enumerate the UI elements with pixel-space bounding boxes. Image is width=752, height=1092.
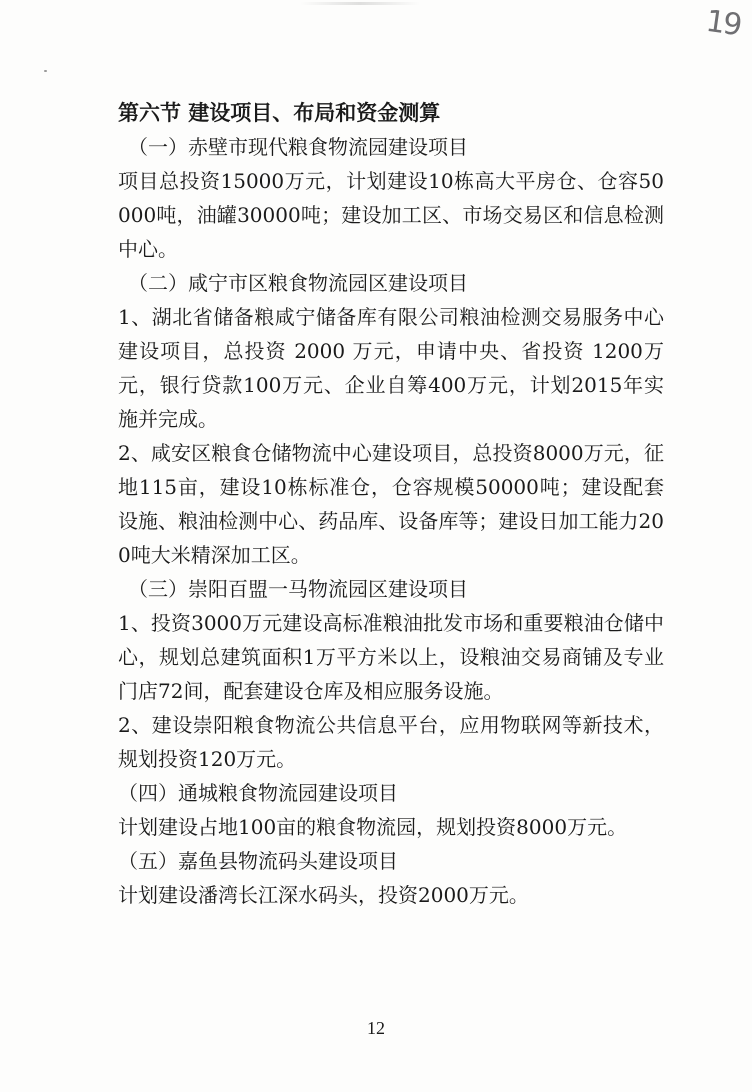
subsection-heading-1: （一）赤壁市现代粮食物流园建设项目 <box>128 135 468 159</box>
paragraph: 项目总投资15000万元，计划建设10栋高大平房仓、仓容50000吨，油罐30000吨；建设加工区、市场交易区和信息检测中心。 <box>118 169 664 261</box>
document-body <box>118 96 664 912</box>
paragraph: 计划建设占地100亩的粮食物流园，规划投资8000万元。 <box>118 815 628 839</box>
subsection-heading-4: （四）通城粮食物流园建设项目 <box>118 781 398 805</box>
paragraph: 1、投资3000万元建设高标准粮油批发市场和重要粮油仓储中心，规划总建筑面积1万平方米以上，设粮油交易商铺及专业门店72间，配套建设仓库及相应服务设施。 <box>118 611 664 703</box>
paragraph: 计划建设潘湾长江深水码头，投资2000万元。 <box>118 883 529 907</box>
paragraph: 1、湖北省储备粮咸宁储备库有限公司粮油检测交易服务中心建设项目，总投资 2000 万元，申请中央、省投资 1200万元，银行贷款100万元、企业自筹400万元，计划2015年实施并完成。 <box>118 305 664 431</box>
paragraph: 2、咸安区粮食仓储物流中心建设项目，总投资8000万元，征地115亩，建设10栋标准仓，仓容规模50000吨；建设配套设施、粮油检测中心、药品库、设备库等；建设日加工能力200吨大米精深加工区。 <box>118 441 664 567</box>
subsection-heading-3: （三）崇阳百盟一马物流园区建设项目 <box>128 577 468 601</box>
scan-speck <box>44 70 47 72</box>
scan-smudge <box>300 2 420 5</box>
paragraph: 2、建设崇阳粮食物流公共信息平台，应用物联网等新技术，规划投资120万元。 <box>118 713 664 771</box>
subsection-heading-2: （二）咸宁市区粮食物流园区建设项目 <box>128 271 468 295</box>
page-number: 12 <box>367 1018 385 1038</box>
subsection-heading-5: （五）嘉鱼县物流码头建设项目 <box>118 849 398 873</box>
handwritten-page-mark: 19 <box>703 3 743 44</box>
section-title: 第六节 建设项目、布局和资金测算 <box>118 101 441 125</box>
